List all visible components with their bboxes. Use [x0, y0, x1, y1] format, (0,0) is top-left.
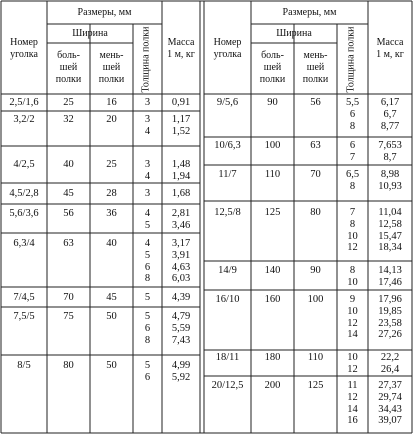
table-row-mass — [368, 352, 412, 376]
header-number-line1: Номер — [10, 37, 38, 48]
header-small-line1: мень- — [99, 50, 124, 61]
table-row-thickness — [337, 352, 368, 376]
header-width-r: Ширина — [276, 28, 312, 39]
mass-value: 8,77 — [380, 120, 400, 132]
thickness-value: 8 — [349, 218, 356, 230]
thickness-value: 6 — [144, 261, 151, 273]
thickness-value: 4 — [144, 238, 151, 249]
header-thickness-r: Толщина полки — [345, 26, 357, 93]
header-big-shelf-r — [251, 50, 294, 85]
mass-value: 7,43 — [171, 334, 191, 346]
header-big-line2: шей — [59, 61, 78, 73]
mass-value: 10,93 — [378, 180, 402, 192]
header-mass-line1: Масса — [167, 37, 195, 48]
mass-value: 1,48 — [171, 159, 191, 170]
mass-value: 29,74 — [378, 391, 402, 403]
thickness-value: 7 — [349, 151, 356, 163]
mass-value: 4,79 — [171, 311, 191, 322]
table-row-small: 56 — [310, 97, 321, 108]
table-row-big: 56 — [63, 208, 74, 219]
table-row-big: 70 — [63, 292, 74, 303]
table-row-mass — [368, 207, 412, 254]
header-big-line1: боль- — [57, 50, 80, 61]
table-row-mass — [162, 311, 200, 346]
thickness-value: 5 — [144, 292, 151, 303]
table-row-number: 14/9 — [218, 265, 237, 276]
thickness-value: 4 — [144, 170, 151, 182]
thickness-value: 12 — [347, 391, 358, 403]
table-row-number: 10/6,3 — [214, 140, 241, 151]
mass-value: 19,85 — [378, 305, 402, 317]
table-row-mass — [162, 114, 200, 138]
table-row-big: 90 — [267, 97, 278, 108]
table-row-big: 100 — [264, 140, 281, 151]
table-row-thickness — [337, 169, 368, 193]
table-row-number: 4,5/2,8 — [9, 188, 39, 199]
table-row-big: 160 — [264, 294, 281, 305]
header-big-r-line3: полки — [259, 73, 286, 85]
mass-value: 8,7 — [383, 151, 397, 163]
table-row-thickness — [133, 292, 162, 304]
mass-value: 3,17 — [171, 238, 191, 249]
thickness-value: 14 — [347, 403, 358, 415]
thickness-value: 8 — [349, 180, 356, 192]
thickness-value: 5 — [144, 360, 151, 371]
mass-value: 26,4 — [380, 363, 400, 375]
table-row-mass — [162, 188, 200, 200]
header-mass — [162, 37, 200, 61]
thickness-value: 7 — [349, 207, 356, 218]
thickness-value: 8 — [349, 265, 356, 276]
table-row-number: 7,5/5 — [13, 311, 35, 322]
mass-value: 7,653 — [378, 140, 402, 151]
table-row-small: 50 — [106, 311, 117, 322]
header-number-r-line1: Номер — [213, 37, 242, 48]
header-mass-r-line1: Масса — [376, 37, 404, 48]
thickness-value: 8 — [144, 273, 151, 285]
table-row-big: 40 — [63, 159, 74, 170]
header-big-r-line1: боль- — [261, 50, 284, 61]
table-row-small: 25 — [106, 159, 117, 170]
thickness-value: 3 — [144, 188, 151, 199]
thickness-value: 12 — [347, 363, 358, 375]
thickness-value: 8 — [144, 334, 151, 346]
table-row-big: 140 — [264, 265, 281, 276]
header-big-shelf — [47, 50, 90, 85]
table-row-number: 6,3/4 — [13, 238, 35, 249]
table-row-small: 36 — [106, 208, 117, 219]
table-row-mass — [162, 159, 200, 183]
thickness-value: 3 — [144, 97, 151, 108]
table-row-small: 45 — [106, 292, 117, 303]
mass-value: 4,63 — [171, 261, 191, 273]
header-small-r-line2: шей — [306, 61, 325, 73]
mass-value: 3,91 — [171, 249, 191, 261]
table-row-mass — [368, 380, 412, 427]
mass-value: 4,39 — [171, 292, 191, 303]
table-row-small: 80 — [310, 207, 321, 218]
header-number — [1, 37, 47, 61]
table-row-small: 50 — [106, 360, 117, 371]
thickness-value: 3 — [144, 159, 151, 170]
header-number-line2: уголка — [10, 48, 38, 60]
header-sizes-r: Размеры, мм — [282, 7, 337, 18]
table-row-thickness — [337, 380, 368, 427]
thickness-value: 10 — [347, 352, 358, 363]
thickness-value: 9 — [349, 294, 356, 305]
header-small-shelf-r — [294, 50, 337, 85]
mass-value: 18,34 — [378, 242, 402, 254]
table-row-small: 100 — [307, 294, 324, 305]
table-row-mass — [368, 294, 412, 341]
header-width: Ширина — [72, 28, 108, 39]
thickness-value: 6 — [349, 140, 356, 151]
thickness-value: 10 — [347, 305, 358, 317]
thickness-value: 6 — [144, 322, 151, 334]
table-row-number: 3,2/2 — [13, 114, 35, 125]
thickness-value: 4 — [144, 208, 151, 219]
table-row-mass — [162, 97, 200, 109]
table-row-small: 110 — [307, 352, 324, 363]
table-row-number: 16/10 — [215, 294, 240, 305]
mass-value: 23,58 — [378, 317, 402, 329]
table-row-big: 45 — [63, 188, 74, 199]
table-row-thickness — [337, 207, 368, 254]
header-big-line3: полки — [55, 73, 82, 85]
thickness-value: 6 — [349, 108, 356, 120]
mass-value: 8,98 — [380, 169, 400, 180]
header-small-line3: полки — [98, 73, 125, 85]
table-row-mass — [368, 169, 412, 193]
table-row-number: 7/4,5 — [13, 292, 35, 303]
thickness-value: 10 — [347, 276, 358, 288]
mass-value: 5,59 — [171, 322, 191, 334]
thickness-value: 5 — [144, 219, 151, 231]
thickness-value: 3 — [144, 114, 151, 125]
thickness-value: 5,5 — [345, 97, 360, 108]
table-row-number: 5,6/3,6 — [9, 208, 39, 219]
thickness-value: 10 — [347, 230, 358, 242]
table-row-big: 80 — [63, 360, 74, 371]
mass-value: 2,81 — [171, 208, 191, 219]
thickness-value: 4 — [144, 125, 151, 137]
table-row-number: 20/12,5 — [211, 380, 244, 391]
header-big-r-line2: шей — [263, 61, 282, 73]
table-row-thickness — [337, 97, 368, 132]
table-row-number: 11/7 — [218, 169, 237, 180]
mass-value: 27,26 — [378, 329, 402, 341]
table-row-small: 20 — [106, 114, 117, 125]
table-row-mass — [368, 97, 412, 132]
table-row-thickness — [133, 238, 162, 285]
mass-value: 5,92 — [171, 371, 191, 383]
table-row-number: 4/2,5 — [13, 159, 35, 170]
table-row-thickness — [133, 208, 162, 232]
table-row-big: 200 — [264, 380, 281, 391]
table-row-number: 12,5/8 — [214, 207, 241, 218]
header-small-r-line3: полки — [302, 73, 329, 85]
table-row-thickness — [337, 294, 368, 341]
thickness-value: 14 — [347, 329, 358, 341]
mass-value: 27,37 — [378, 380, 402, 391]
table-row-thickness — [133, 114, 162, 138]
table-row-small: 16 — [106, 97, 117, 108]
table-row-number: 2,5/1,6 — [9, 97, 39, 108]
table-row-small: 125 — [307, 380, 324, 391]
mass-value: 6,7 — [383, 108, 397, 120]
thickness-value: 8 — [349, 120, 356, 132]
header-number-r-line2: уголка — [213, 48, 242, 60]
thickness-value: 11 — [347, 380, 358, 391]
table-row-big: 180 — [264, 352, 281, 363]
table-row-number: 9/5,6 — [216, 97, 239, 108]
mass-value: 1,94 — [171, 170, 191, 182]
header-small-line2: шей — [102, 61, 121, 73]
table-row-mass — [162, 292, 200, 304]
table-row-mass — [368, 140, 412, 164]
table-row-mass — [162, 360, 200, 384]
mass-value: 15,47 — [378, 230, 402, 242]
mass-value: 17,46 — [378, 276, 402, 288]
mass-value: 3,46 — [171, 219, 191, 231]
table-row-big: 32 — [63, 114, 74, 125]
header-sizes: Размеры, мм — [77, 7, 132, 18]
header-mass-r-line2: 1 м, кг — [376, 48, 404, 60]
mass-value: 6,17 — [380, 97, 400, 108]
table-row-big: 125 — [264, 207, 281, 218]
header-mass-line2: 1 м, кг — [167, 48, 195, 60]
table-row-small: 70 — [310, 169, 321, 180]
mass-value: 22,2 — [380, 352, 400, 363]
table-row-big: 75 — [63, 311, 74, 322]
table-row-big: 110 — [264, 169, 281, 180]
mass-value: 6,03 — [171, 273, 191, 285]
mass-value: 1,17 — [171, 114, 191, 125]
table-row-thickness — [133, 97, 162, 109]
mass-value: 17,96 — [378, 294, 402, 305]
header-thickness: Толщина полки — [140, 26, 152, 93]
table-row-thickness — [133, 360, 162, 384]
mass-value: 4,99 — [171, 360, 191, 371]
table-row-big: 25 — [63, 97, 74, 108]
table-row-big: 63 — [63, 238, 74, 249]
thickness-value: 12 — [347, 317, 358, 329]
header-number-r — [204, 37, 251, 61]
table-row-small: 40 — [106, 238, 117, 249]
mass-value: 11,04 — [378, 207, 402, 218]
thickness-value: 5 — [144, 249, 151, 261]
mass-value: 12,58 — [378, 218, 402, 230]
table-row-thickness — [133, 311, 162, 346]
mass-value: 0,91 — [171, 97, 191, 108]
table-row-number: 8/5 — [17, 360, 31, 371]
table-row-mass — [368, 265, 412, 289]
mass-value: 1,52 — [171, 125, 191, 137]
thickness-value: 12 — [347, 242, 358, 254]
table-row-small: 28 — [106, 188, 117, 199]
table-row-small: 90 — [310, 265, 321, 276]
header-small-shelf — [90, 50, 133, 85]
thickness-value: 6 — [144, 371, 151, 383]
table-row-thickness — [337, 265, 368, 289]
mass-value: 34,43 — [378, 403, 402, 415]
table-row-mass — [162, 238, 200, 285]
table-row-number: 18/11 — [215, 352, 240, 363]
thickness-value: 6,5 — [345, 169, 360, 180]
thickness-value: 16 — [347, 415, 358, 427]
header-mass-r — [368, 37, 412, 61]
mass-value: 14,13 — [378, 265, 402, 276]
table-row-thickness — [337, 140, 368, 164]
table-row-thickness — [133, 159, 162, 183]
table-row-thickness — [133, 188, 162, 200]
table-row-small: 63 — [310, 140, 321, 151]
mass-value: 1,68 — [171, 188, 191, 199]
table-row-mass — [162, 208, 200, 232]
thickness-value: 5 — [144, 311, 151, 322]
mass-value: 39,07 — [378, 415, 402, 427]
header-small-r-line1: мень- — [303, 50, 328, 61]
